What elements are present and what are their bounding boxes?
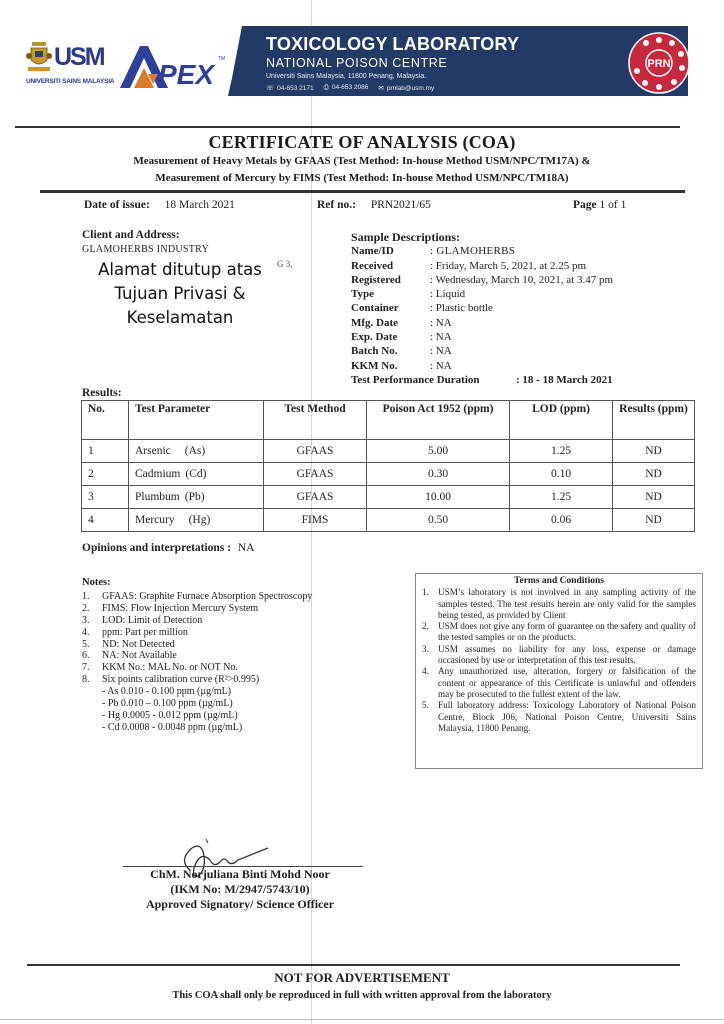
ref-no-value: PRN2021/65 [370, 199, 431, 211]
lab-title: TOXICOLOGY LABORATORY [266, 34, 520, 54]
svg-text:PRN: PRN [647, 58, 671, 70]
sample-field-mfg-date: Mfg. Date : NA [351, 316, 452, 329]
term-item: 4. Any unauthorized use, alteration, forgery or falsification of the content or appearance of this Certificate is unlawful and offenders may be prosecuted to the fullest extent of the law. [422, 666, 696, 699]
col-lod: LOD (ppm) [510, 401, 613, 440]
date-of-issue-value: 18 March 2021 [164, 199, 235, 211]
calibration-range: - Cd 0.0008 - 0.0048 ppm (µg/mL) [102, 721, 243, 733]
parameter-cell: Mercury (Hg) [129, 509, 264, 532]
calibration-range: - As 0.010 - 0.100 ppm (µg/mL) [102, 686, 232, 698]
sample-heading: Sample Descriptions: [351, 230, 460, 244]
apex-logo-icon [118, 44, 228, 90]
col-results: Results (ppm) [613, 401, 695, 440]
signatory-title: Approved Signatory/ Science Officer [145, 897, 335, 911]
note-item: 3. LOD: Limit of Detection [82, 614, 203, 626]
fax-icon: ⎙ [323, 84, 329, 91]
usm-crest-icon [26, 40, 52, 74]
email-contact: ✉ prnlab@usm.my [378, 85, 435, 92]
calibration-range: - Hg 0.0005 - 0.012 ppm (µg/mL) [102, 709, 238, 721]
note-item: 8. Six points calibration curve (R²>0.995) [82, 674, 260, 686]
note-item: 2. FIMS: Flow Injection Mercury System [82, 602, 259, 614]
parameter-cell: Arsenic (As) [129, 440, 264, 463]
sample-field-kkm-no: KKM No. : NA [351, 359, 452, 372]
phone-icon: ☏ [266, 85, 275, 92]
term-item: 1. USM’s laboratory is not involved in any sampling activity of the samples tested. The test results herein are only valid for the samples being tested, as provided by Client [422, 587, 696, 620]
test-performance-duration: Test Performance Duration : 18 - 18 March 2021 [351, 373, 613, 386]
sample-field-type: Type : Liquid [351, 288, 466, 301]
page-value: 1 of 1 [599, 199, 627, 211]
signatory-name: ChM. Norjuliana Binti Mohd Noor [150, 867, 330, 881]
results-heading: Results: [82, 387, 122, 399]
signatory-ikm: (IKM No: M/2947/5743/10) [170, 882, 310, 896]
svg-text:TM: TM [218, 56, 226, 62]
footer-divider [27, 964, 680, 966]
page-label: Page [573, 199, 597, 211]
lab-address: Universiti Sains Malaysia, 11800 Penang, Malaysia. [266, 73, 427, 80]
prn-badge-icon [628, 32, 690, 94]
col-no: No. [82, 401, 129, 440]
sample-descriptions [351, 230, 613, 387]
footer-title: NOT FOR ADVERTISEMENT [274, 970, 450, 985]
note-item: 1. GFAAS: Graphite Furnace Absorption Spectroscopy [82, 590, 313, 602]
terms-and-conditions-box [415, 573, 703, 769]
table-row: 3 Plumbum (Pb) GFAAS 10.00 1.25 ND [82, 486, 695, 509]
document-subtitle-line2: Measurement of Mercury by FIMS (Test Method: In-house Method USM/NPC/TM18A) [155, 172, 569, 184]
signatory-block [120, 867, 360, 912]
col-test-method: Test Method [264, 401, 367, 440]
usm-logo-text: USM [54, 43, 104, 71]
sample-field-registered: Registered : Wednesday, March 10, 2021, at 3.47 pm [351, 273, 614, 286]
date-of-issue [84, 199, 235, 211]
centre-name: NATIONAL POISON CENTRE [266, 56, 448, 70]
table-row: 1 Arsenic (As) GFAAS 5.00 1.25 ND [82, 440, 695, 463]
notes-heading: Notes: [82, 577, 111, 588]
opinions-interpretations: Opinions and interpretations : NA [82, 542, 255, 554]
date-of-issue-label: Date of issue: [84, 199, 150, 211]
fax-contact: ⎙ 04-653 2086 [323, 84, 369, 91]
note-item: 6. NA: Not Available [82, 650, 177, 662]
note-item: 4. ppm: Part per million [82, 626, 188, 638]
usm-logo-subtitle: UNIVERSITI SAINS MALAYSIA [26, 78, 115, 85]
sample-field-exp-date: Exp. Date : NA [351, 331, 452, 344]
mail-icon: ✉ [378, 85, 384, 92]
results-header-row [82, 401, 695, 440]
client-address-fragment: G 3, [277, 259, 293, 269]
table-row: 2 Cadmium (Cd) GFAAS 0.30 0.10 ND [82, 463, 695, 486]
svg-text:PEX: PEX [158, 59, 215, 90]
client-heading: Client and Address: [82, 229, 180, 241]
page-indicator [573, 199, 626, 211]
col-poison-act: Poison Act 1952 (ppm) [367, 401, 510, 440]
results-table [81, 400, 695, 532]
notes-section [82, 577, 312, 734]
sample-field-name: Name/ID : GLAMOHERBS [351, 245, 516, 258]
reference-number [317, 199, 431, 211]
note-item: 5. ND: Not Detected [82, 638, 175, 650]
calibration-range: - Pb 0.010 – 0.100 ppm (µg/mL) [102, 698, 233, 710]
footer-subtitle: This COA shall only be reproduced in full with written approval from the laboratory [172, 990, 552, 1001]
sample-field-received: Received : Friday, March 5, 2021, at 2.25 pm [351, 259, 587, 272]
term-item: 5. Full laboratory address: Toxicology Laboratory of National Poison Centre, Block J06, National Poison Centre, Universiti Sains Malaysia, 11800 Penang. [422, 700, 696, 733]
privacy-notice: Alamat ditutup atas Tujuan Privasi & Keselamatan [98, 260, 262, 327]
header-divider [15, 126, 680, 128]
table-row: 4 Mercury (Hg) FIMS 0.50 0.06 ND [82, 509, 695, 532]
note-item: 7. KKM No.: MAL No. or NOT No. [82, 662, 238, 674]
page-edge-line [0, 1019, 724, 1020]
term-item: 3. USM assumes no liability for any loss, expense or damage occasioned by use or interpretation of this test results. [422, 643, 696, 666]
term-item: 2. USM does not give any form of guarantee on the safety and quality of the tested samples or on the products. [422, 621, 696, 643]
client-name: GLAMOHERBS INDUSTRY [82, 244, 210, 255]
title-divider [40, 190, 685, 193]
document-title: CERTIFICATE OF ANALYSIS (COA) [208, 132, 516, 152]
parameter-cell: Plumbum (Pb) [129, 486, 264, 509]
document-subtitle-line1: Measurement of Heavy Metals by GFAAS (Test Method: In-house Method USM/NPC/TM17A) & [133, 155, 591, 167]
ref-no-label: Ref no.: [317, 199, 356, 211]
phone-contact: ☏ 04-653 2171 [266, 85, 314, 92]
sample-field-container: Container : Plastic bottle [351, 302, 493, 315]
parameter-cell: Cadmium (Cd) [129, 463, 264, 486]
lab-header-banner [228, 26, 688, 96]
usm-logo [26, 40, 115, 92]
col-test-parameter: Test Parameter [129, 401, 264, 440]
sample-field-batch-no: Batch No. : NA [351, 345, 452, 358]
terms-heading: Terms and Conditions [514, 576, 604, 586]
contact-row [266, 84, 434, 92]
